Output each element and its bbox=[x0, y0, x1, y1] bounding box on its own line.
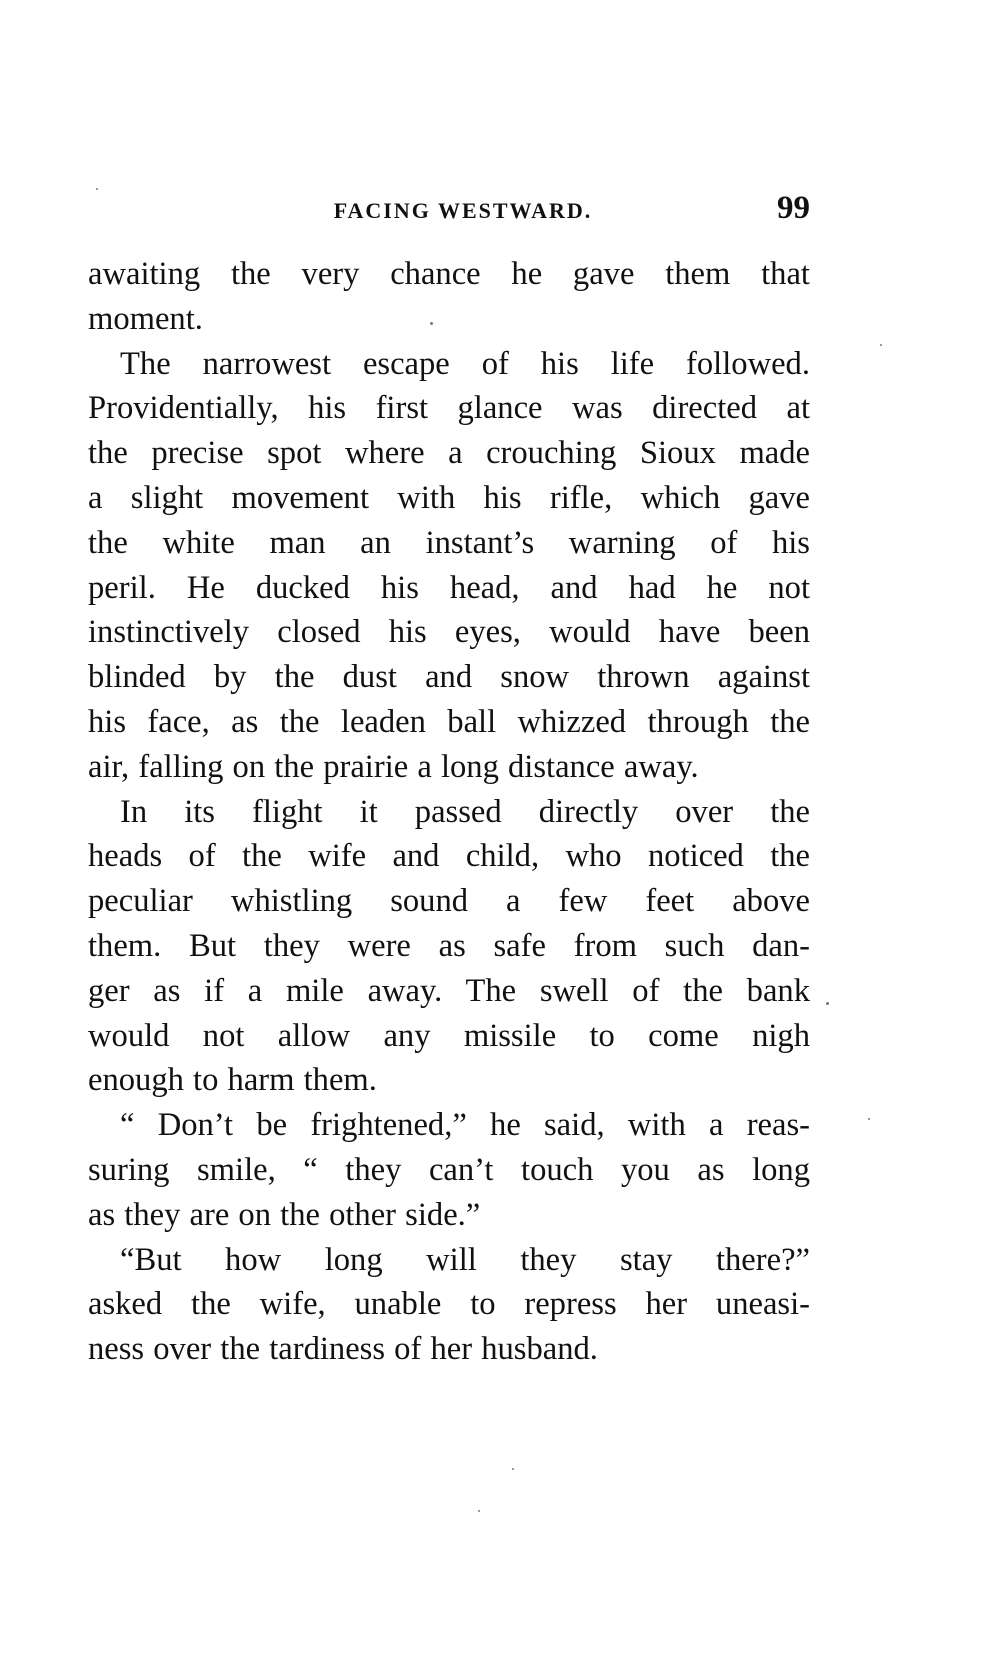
text-line: the precise spot where a crouching Sioux made bbox=[88, 435, 810, 472]
paper-speck bbox=[430, 322, 433, 325]
running-head bbox=[88, 190, 810, 232]
text-line: the white man an instant’s warning of his bbox=[88, 524, 810, 561]
text-line: peril. He ducked his head, and had he not bbox=[88, 569, 810, 606]
text-line: suring smile, “ they can’t touch you as long bbox=[88, 1151, 810, 1188]
text-line: as they are on the other side.” bbox=[88, 1196, 481, 1233]
text-line: enough to harm them. bbox=[88, 1062, 377, 1099]
paper-speck bbox=[512, 1468, 514, 1470]
text-line: asked the wife, unable to repress her uneasi- bbox=[88, 1286, 810, 1323]
text-line: awaiting the very chance he gave them that bbox=[88, 256, 810, 292]
text-line: In its flight it passed directly over the bbox=[120, 793, 810, 830]
text-line: ger as if a mile away. The swell of the bank bbox=[88, 972, 810, 1009]
running-title: FACING WESTWARD. bbox=[333, 198, 593, 223]
text-line: instinctively closed his eyes, would have been bbox=[88, 614, 810, 651]
text-line: a slight movement with his rifle, which gave bbox=[88, 479, 810, 516]
paper-speck bbox=[826, 1002, 829, 1005]
paper-speck bbox=[868, 1118, 870, 1120]
text-line: The narrowest escape of his life followed. bbox=[120, 345, 810, 382]
text-line: heads of the wife and child, who noticed the bbox=[88, 838, 810, 875]
text-line: Providentially, his first glance was directed at bbox=[88, 390, 810, 427]
text-line: would not allow any missile to come nigh bbox=[88, 1017, 810, 1054]
text-line: them. But they were as safe from such dan- bbox=[88, 927, 810, 964]
text-line: his face, as the leaden ball whizzed through the bbox=[88, 703, 810, 740]
paper-speck bbox=[96, 188, 98, 190]
body-text bbox=[88, 252, 810, 1372]
text-line: peculiar whistling sound a few feet above bbox=[88, 883, 810, 920]
text-line: blinded by the dust and snow thrown against bbox=[88, 659, 810, 696]
text-line: “ Don’t be frightened,” he said, with a reas- bbox=[120, 1107, 810, 1144]
text-line: ness over the tardiness of her husband. bbox=[88, 1331, 598, 1368]
text-line: moment. bbox=[88, 300, 203, 337]
text-line: “But how long will they stay there?” bbox=[120, 1241, 810, 1278]
paper-speck bbox=[880, 344, 882, 346]
page-number: 99 bbox=[777, 190, 810, 226]
paper-speck bbox=[478, 1510, 480, 1512]
text-line: air, falling on the prairie a long distance away. bbox=[88, 748, 699, 785]
